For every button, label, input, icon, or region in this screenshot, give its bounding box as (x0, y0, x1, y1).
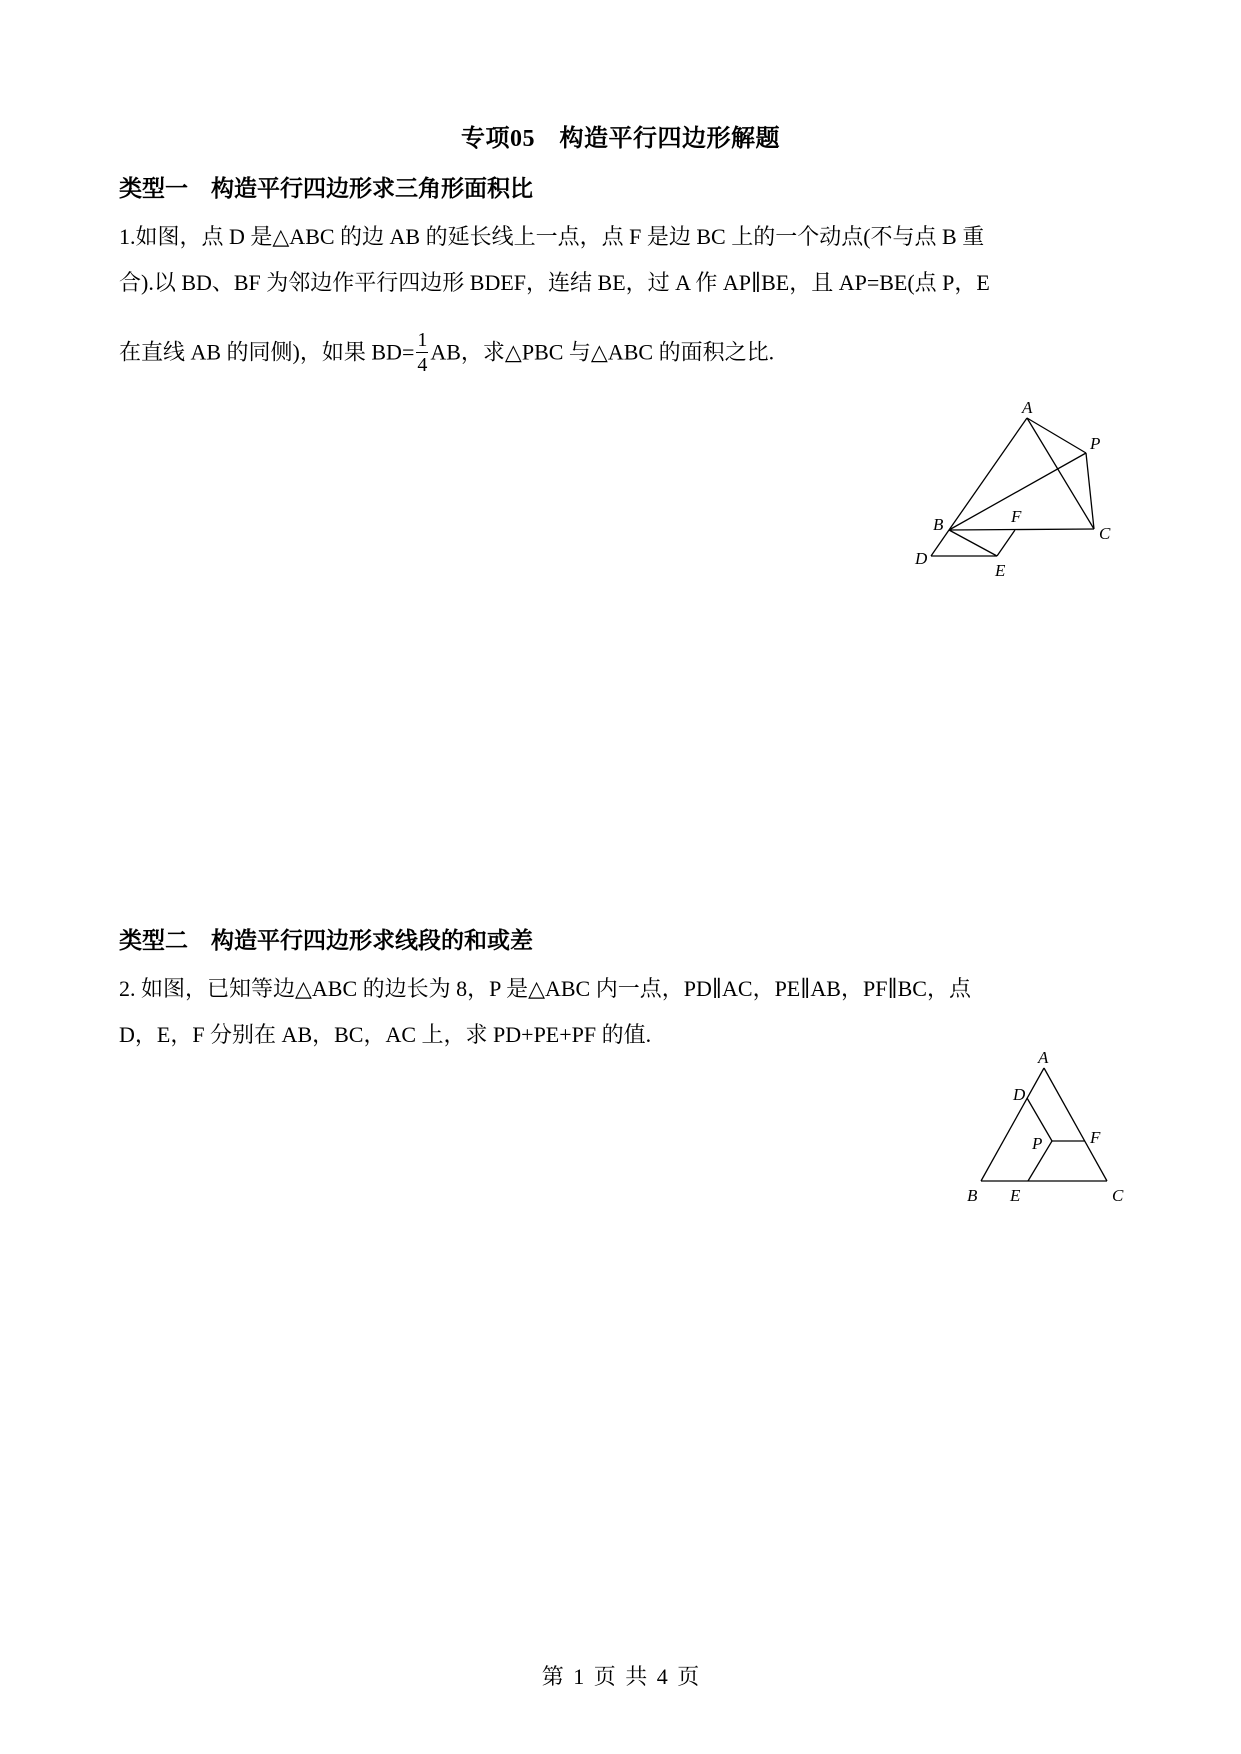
label-e: E (995, 561, 1006, 580)
label-f: F (1090, 1128, 1101, 1147)
section-heading-type-two: 类型二 构造平行四边形求线段的和或差 (119, 928, 533, 953)
problem-1-line-3-start: 在直线 AB 的同侧)，如果 BD= (119, 339, 415, 365)
page-title: 专项05 构造平行四边形解题 (461, 126, 780, 152)
label-e: E (1010, 1186, 1021, 1205)
fraction-numerator: 1 (417, 329, 428, 351)
page-footer: 第 1 页 共 4 页 (541, 1664, 700, 1689)
label-p: P (1090, 434, 1101, 453)
label-c: C (1112, 1186, 1124, 1205)
problem-1-line-3-end: AB，求△PBC 与△ABC 的面积之比. (430, 339, 775, 365)
label-a: A (1038, 1050, 1049, 1067)
label-c: C (1099, 524, 1111, 543)
section-heading-type-one: 类型一 构造平行四边形求三角形面积比 (119, 176, 533, 201)
label-f: F (1011, 507, 1022, 526)
problem-1-line-2: 合).以 BD、BF 为邻边作平行四边形 BDEF，连结 BE，过 A 作 AP∥BE，且 AP=BE(点 P，E (119, 270, 990, 295)
segment-be (949, 530, 997, 556)
segment-bc (949, 529, 1094, 530)
label-d: D (915, 549, 928, 568)
label-b: B (933, 515, 944, 534)
problem-2-line-1: 2. 如图，已知等边△ABC 的边长为 8，P 是△ABC 内一点，PD∥AC，PE∥AB，PF∥BC，点 (119, 976, 971, 1001)
label-b: B (967, 1186, 978, 1205)
segment-ac (1044, 1068, 1107, 1181)
fraction-denominator: 4 (417, 354, 428, 376)
figure-equilateral-triangle (962, 1050, 1132, 1210)
label-d: D (1013, 1085, 1026, 1104)
segment-ac (1027, 418, 1094, 529)
problem-1-line-1: 1.如图，点 D 是△ABC 的边 AB 的延长线上一点，点 F 是边 BC 上的一个动点(不与点 B 重 (119, 224, 985, 249)
label-a: A (1022, 400, 1033, 417)
fraction-one-quarter (416, 330, 428, 375)
segment-ef (997, 530, 1015, 556)
figure-parallelogram-bdef (895, 400, 1140, 585)
segment-ap (1027, 418, 1086, 453)
problem-1-line-3 (119, 329, 775, 377)
label-p: P (1032, 1134, 1043, 1153)
problem-2-line-2: D，E，F 分别在 AB，BC，AC 上，求 PD+PE+PF 的值. (119, 1022, 652, 1047)
